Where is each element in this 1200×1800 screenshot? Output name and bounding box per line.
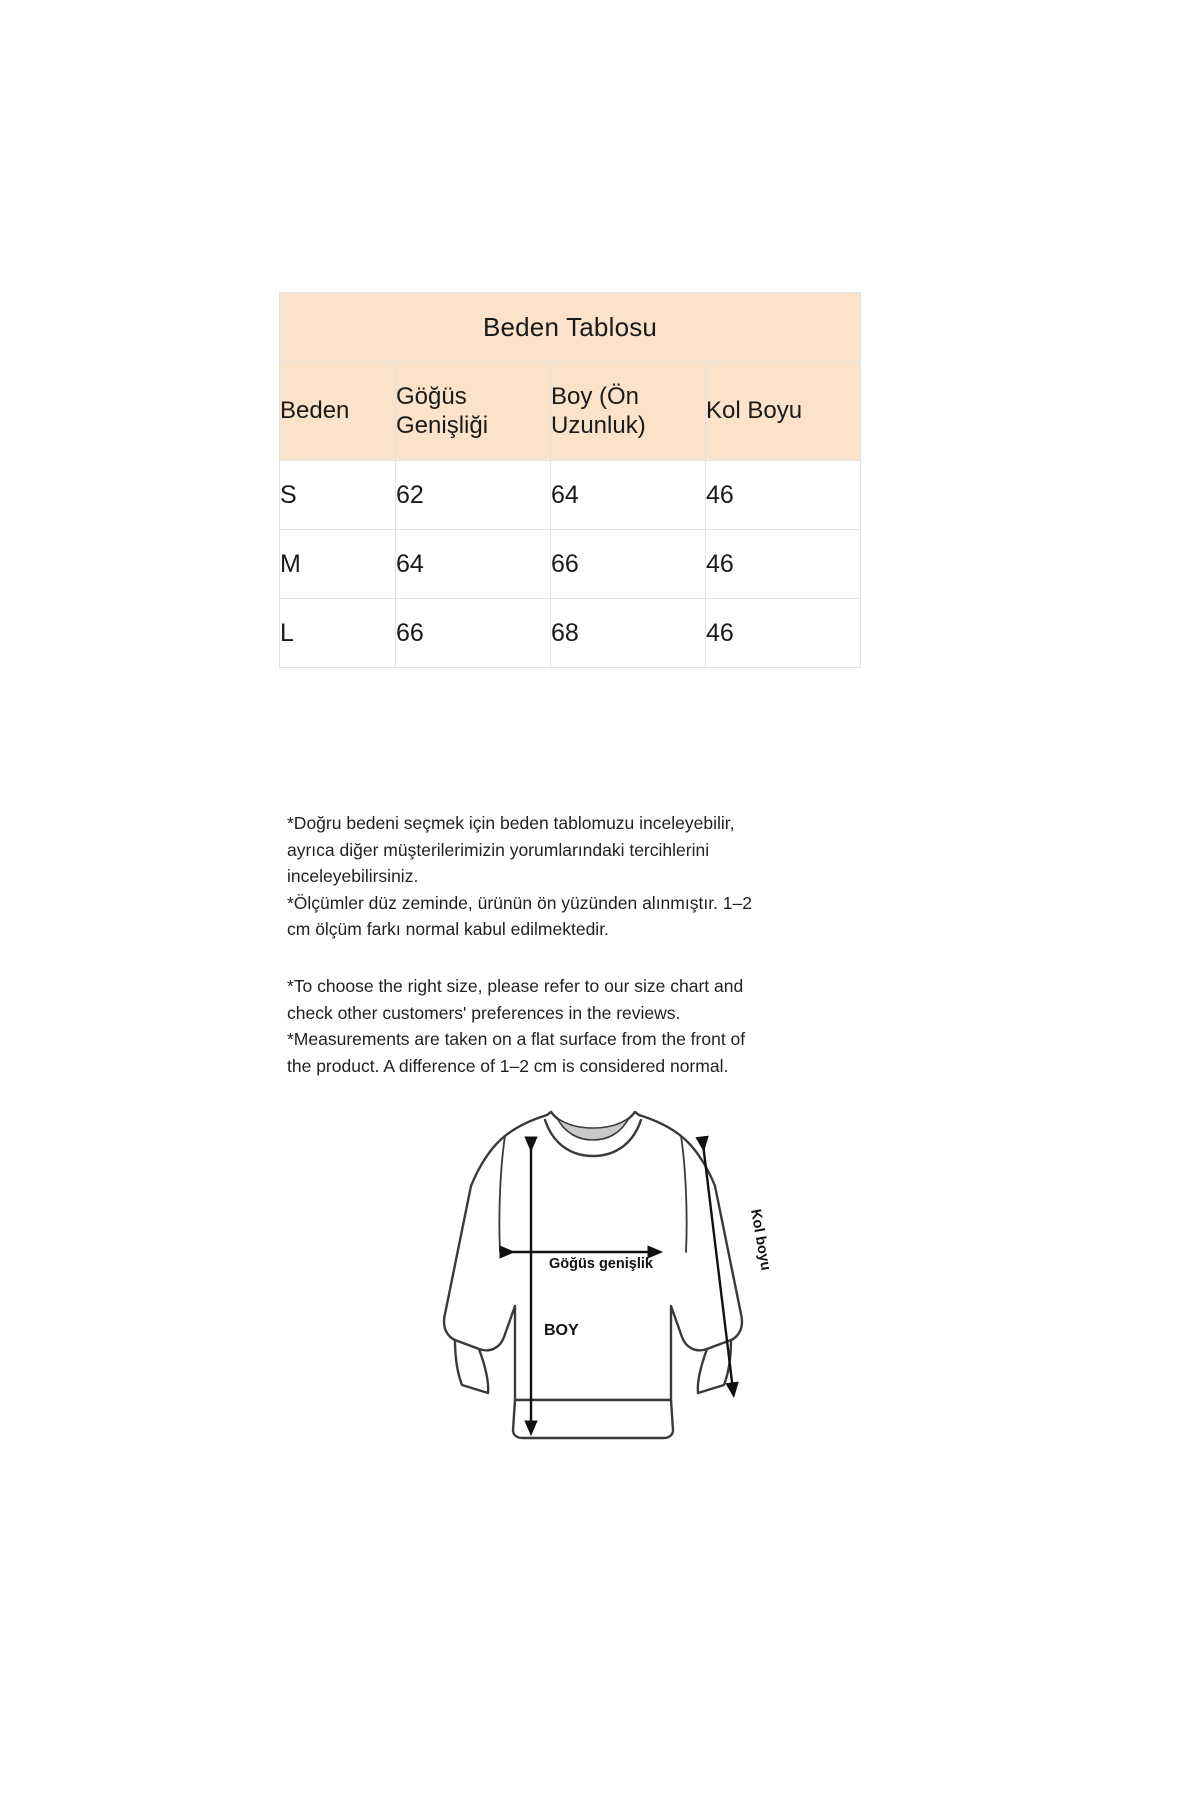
column-header-boy-on-uzunluk: Boy (Ön Uzunluk)	[551, 362, 706, 461]
cell-size-s-boy: 64	[551, 461, 706, 530]
size-table-container	[279, 292, 860, 668]
cell-size-l-boy: 68	[551, 599, 706, 668]
table-row	[280, 599, 861, 668]
size-table	[279, 292, 861, 668]
sleeve-label: Kol boyu	[747, 1207, 774, 1272]
chest-label: Göğüs genişlik	[549, 1256, 653, 1272]
cell-size-s-kol: 46	[706, 461, 861, 530]
note-line: cm ölçüm farkı normal kabul edilmektedir.	[287, 919, 609, 940]
garment-outline-icon	[444, 1112, 742, 1438]
table-row	[280, 530, 861, 599]
table-title-row	[280, 293, 861, 362]
cell-size-m-kol: 46	[706, 530, 861, 599]
cell-size-m-gogus: 64	[396, 530, 551, 599]
column-header-kol-boyu: Kol Boyu	[706, 362, 861, 461]
notes-container	[287, 810, 847, 1079]
table-row	[280, 461, 861, 530]
cell-size-l-beden: L	[280, 599, 396, 668]
length-label: BOY	[544, 1322, 579, 1339]
note-line: ayrıca diğer müşterilerimizin yorumlarındaki tercihlerini	[287, 839, 710, 860]
cell-size-m-boy: 66	[551, 530, 706, 599]
notes-english	[287, 973, 847, 1079]
cell-size-s-beden: S	[280, 461, 396, 530]
table-header-row	[280, 362, 861, 461]
sweatshirt-measurement-diagram	[355, 1100, 785, 1495]
cell-size-l-gogus: 66	[396, 599, 551, 668]
cell-size-m-beden: M	[280, 530, 396, 599]
note-line: *Ölçümler düz zeminde, ürünün ön yüzünden alınmıştır. 1–2	[287, 892, 752, 913]
cell-size-s-gogus: 62	[396, 461, 551, 530]
table-title: Beden Tablosu	[280, 293, 861, 362]
note-line: *Measurements are taken on a flat surface from the front of	[287, 1029, 746, 1050]
note-line: inceleyebilirsiniz.	[287, 866, 419, 887]
note-line: *To choose the right size, please refer to our size chart and	[287, 975, 744, 996]
column-header-beden: Beden	[280, 362, 396, 461]
note-line: check other customers' preferences in the reviews.	[287, 1002, 681, 1023]
note-line: *Doğru bedeni seçmek için beden tablomuzu inceleyebilir,	[287, 813, 735, 833]
notes-turkish	[287, 810, 847, 943]
note-line: the product. A difference of 1–2 cm is considered normal.	[287, 1055, 729, 1076]
column-header-gogus-genisligi: Göğüs Genişliği	[396, 362, 551, 461]
cell-size-l-kol: 46	[706, 599, 861, 668]
